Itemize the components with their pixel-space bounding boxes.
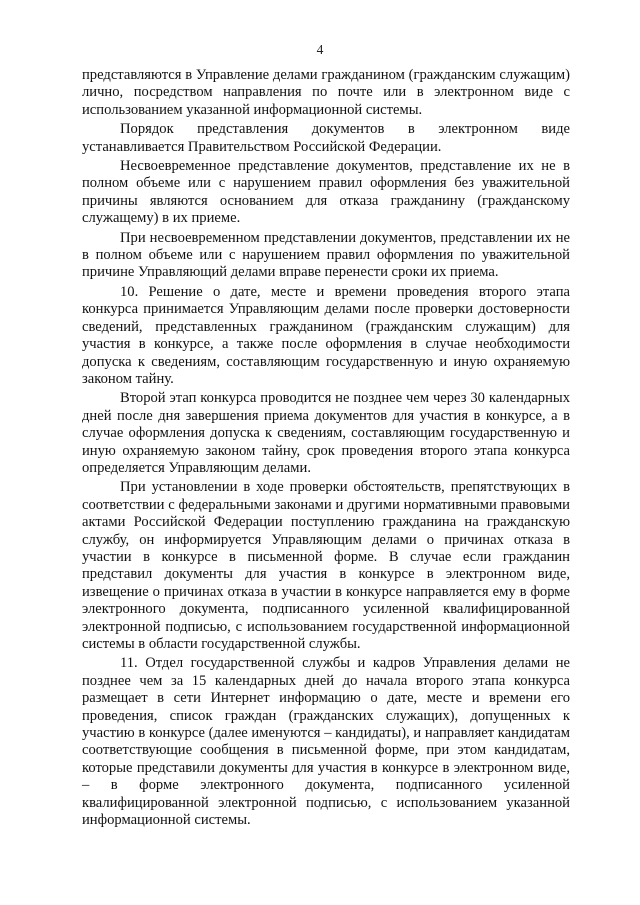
paragraph-continuation: представляются в Управление делами гражданином (гражданским служащим) лично, посредством направления по почте или в электронном виде с использованием указанной информационной системы. (82, 67, 570, 118)
paragraph-late-submission-extension: При несвоевременном представлении документов, представлении их не в полном объеме или с нарушением правил оформления по уважительной причине Управляющий делами вправе перенести сроки их приема. (82, 229, 570, 281)
page-number: 4 (316, 42, 324, 57)
document-body (82, 67, 570, 831)
paragraph-late-submission-refusal: Несвоевременное представление документов, представление их не в полном объеме или с нарушением правил оформления без уважительной причины являются основанием для отказа гражданину (гражданскому служащему) в их приеме. (82, 158, 570, 227)
paragraph-refusal-notice: При установлении в ходе проверки обстоятельств, препятствующих в соответствии с федеральными законами и другими нормативными правовыми актами Российской Федерации поступлению гражданина на гражданскую службу, он информируется Управляющим делами о причинах отказа в участии в конкурсе в письменной форме. В случае если гражданин представил документы для участия в конкурсе в электронном виде, извещение о причинах отказа в участии в конкурсе направляется ему в форме электронного документа, подписанного усиленной квалифицированной электронной подписью, с использованием государственной информационной системы в области государственной службы. (82, 479, 570, 652)
paragraph-second-stage-deadline: Второй этап конкурса проводится не позднее чем через 30 календарных дней после дня завершения приема документов для участия в конкурсе, а в случае оформления допуска к сведениям, составляющим государственную и иную охраняемую законом тайну, срок проведения второго этапа конкурса определяется Управляющим делами. (82, 390, 570, 476)
paragraph-clause-10: 10. Решение о дате, месте и времени проведения второго этапа конкурса принимается Управляющим делами после проверки достоверности сведений, представленных гражданином (гражданским служащим) для участия в конкурсе, а также после оформления в случае необходимости допуска к сведениям, составляющим государственную и иную охраняемую законом тайну. (82, 283, 570, 387)
paragraph-clause-11: 11. Отдел государственной службы и кадров Управления делами не позднее чем за 15 календарных дней до начала второго этапа конкурса размещает в сети Интернет информацию о дате, месте и времени его проведения, список граждан (гражданских служащих), допущенных к участию в конкурсе (далее именуются – кандидаты), и направляет кандидатам соответствующие сообщения в письменной форме, при этом кандидатам, которые представили документы для участия в конкурсе в электронном виде, – в форме электронного документа, подписанного усиленной квалифицированной электронной подписью, с использованием указанной информационной системы. (82, 655, 570, 829)
paragraph-electronic-procedure: Порядок представления документов в электронном виде устанавливается Правительством Российской Федерации. (82, 121, 570, 155)
